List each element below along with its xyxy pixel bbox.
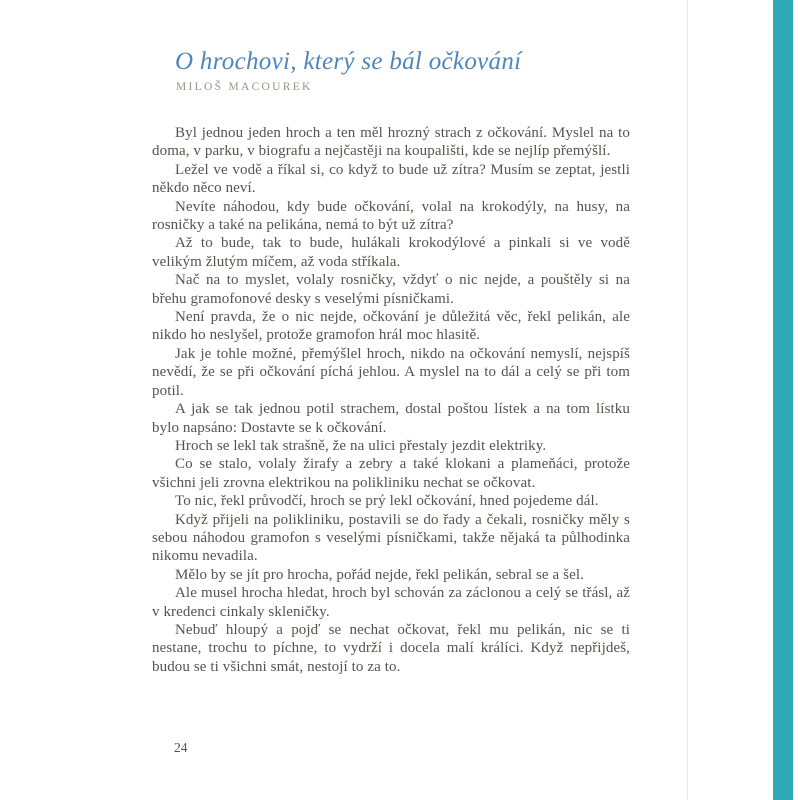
paragraph: Co se stalo, volaly žirafy a zebry a také klokani a plameňáci, protože všichni jeli zrovna elektrikou na polikliniku nechat se očkovat. [152, 456, 630, 491]
paragraph: Jak je tohle možné, přemýšlel hroch, nikdo na očkování nemyslí, nejspíš nevědí, že se při očkování píchá jehlou. A myslel na to dál a celý se při tom potil. [152, 345, 630, 399]
story-body [152, 124, 630, 676]
paragraph: Nebuď hloupý a pojď se nechat očkovat, řekl mu pelikán, nic se ti nestane, trochu to píchne, to vydrží i docela malí králíci. Když nepřijdeš, budou se ti všichni smát, nestojí to za to. [152, 621, 630, 675]
paragraph: Ležel ve vodě a říkal si, co když to bude už zítra? Musím se zeptat, jestli někdo něco neví. [152, 161, 630, 197]
accent-bar [773, 0, 793, 800]
paragraph: Až to bude, tak to bude, hulákali krokodýlové a pinkali si ve vodě velikým žlutým míčem, až voda stříkala. [152, 235, 630, 270]
page-content [152, 48, 630, 676]
paragraph: Není pravda, že o nic nejde, očkování je důležitá věc, řekl pelikán, ale nikdo ho neslyšel, protože gramofon hrál moc hlasitě. [152, 309, 630, 344]
author-name: MILOŠ MACOUREK [176, 81, 313, 93]
paragraph: To nic, řekl průvodčí, hroch se prý lekl očkování, hned pojedeme dál. [175, 493, 599, 510]
story-title: O hrochovi, který se bál očkování [175, 48, 522, 75]
page-number: 24 [174, 740, 188, 755]
paragraph: A jak se tak jednou potil strachem, dostal poštou lístek a na tom lístku bylo napsáno: Dostavte se k očkování. [152, 401, 630, 436]
paragraph: Nevíte náhodou, kdy bude očkování, volal na krokodýly, na husy, na rosničky a také na pelikána, nemá to být už zítra? [152, 198, 630, 234]
paragraph: Byl jednou jeden hroch a ten měl hrozný strach z očkování. Myslel na to doma, v parku, v biografu a nejčastěji na koupališti, kde se nejlíp přemýšlí. [152, 125, 630, 160]
page-edge-line [687, 0, 688, 800]
paragraph: Hroch se lekl tak strašně, že na ulici přestaly jezdit elektriky. [175, 437, 547, 454]
paragraph: Když přijeli na polikliniku, postavili se do řady a čekali, rosničky měly s sebou náhodou gramofon s veselými písničkami, takže nějaká ta půlhodinka nikomu nevadila. [152, 511, 630, 565]
paragraph: Ale musel hrocha hledat, hroch byl schován za záclonou a celý se třásl, až v kredenci cinkaly skleničky. [152, 585, 630, 620]
paragraph: Nač na to myslet, volaly rosničky, vždyť o nic nejde, a pouštěly si na břehu gramofonové desky s veselými písničkami. [152, 272, 630, 307]
paragraph: Mělo by se jít pro hrocha, pořád nejde, řekl pelikán, sebral se a šel. [175, 566, 584, 583]
